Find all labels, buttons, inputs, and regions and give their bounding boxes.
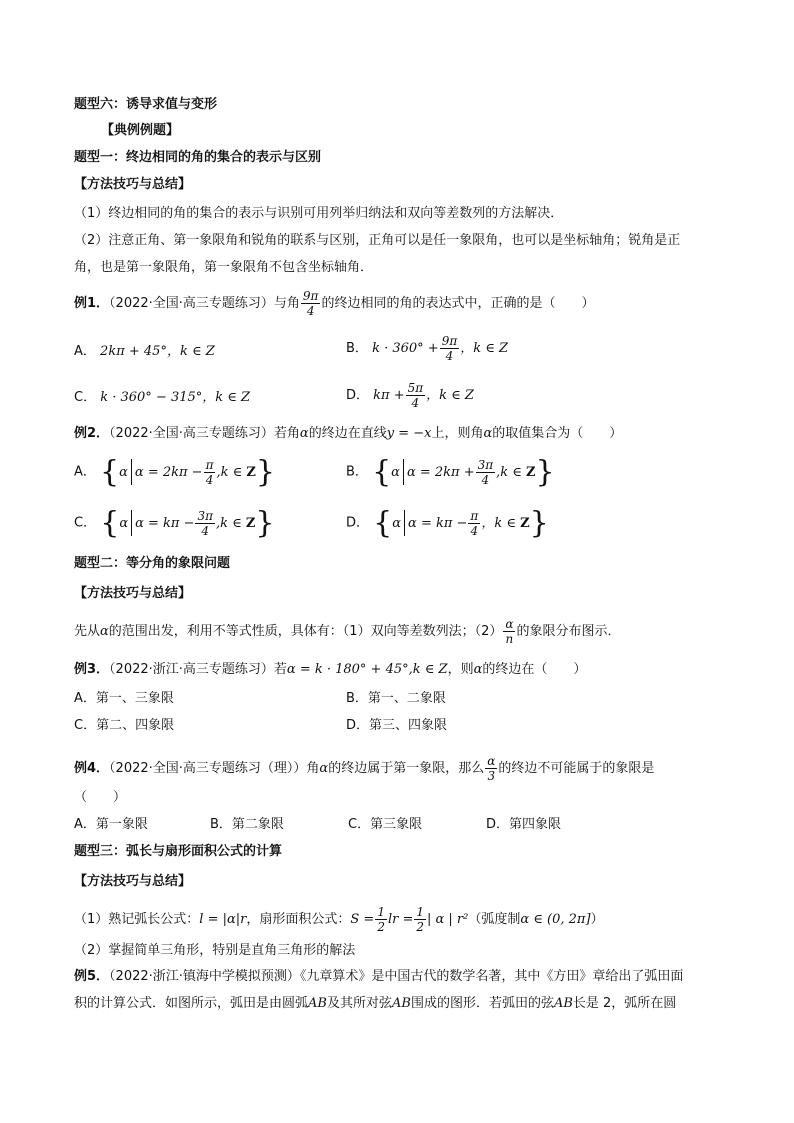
example-2-option-b[interactable] bbox=[346, 454, 555, 489]
method3-point2: （2）掌握简单三角形，特别是直角三角形的解法 bbox=[74, 943, 356, 958]
body-text: （弧度制 bbox=[468, 912, 521, 927]
stem-text: （2022·全国·高三专题练习）与角 bbox=[109, 296, 300, 311]
integer-set-symbol: Z bbox=[520, 515, 530, 531]
denominator: 4 bbox=[306, 304, 315, 318]
sector-area-formula: S = bbox=[350, 912, 375, 927]
option-letter: A． bbox=[74, 464, 96, 480]
example-number: 例5． bbox=[74, 969, 110, 984]
option-expression: 2kπ + 45°，k ∈ Z bbox=[100, 344, 215, 359]
option-expression: k · 360° − 315°，k ∈ Z bbox=[100, 390, 251, 405]
fraction bbox=[301, 289, 321, 318]
alpha-symbol: α bbox=[473, 662, 483, 677]
example-4-option-d[interactable]: D．第四象限 bbox=[486, 817, 562, 832]
chord-ab: AB bbox=[553, 996, 573, 1011]
example-1-option-c[interactable] bbox=[74, 389, 250, 407]
section-heading-2: 题型二：等分角的象限问题 bbox=[74, 556, 231, 571]
radian-range: α ∈ (0, 2π] bbox=[520, 912, 591, 927]
method1-point2-line1: （2）注意正角、第一象限角和锐角的联系与区别，正角可以是任一象限角，也可以是坐标轴角；锐角是正 bbox=[74, 233, 681, 248]
example-3-stem bbox=[74, 661, 586, 679]
set-condition: ,k ∈ bbox=[216, 515, 242, 531]
example-number: 例3． bbox=[74, 662, 110, 677]
option-letter: C． bbox=[74, 515, 97, 531]
section-heading-6: 题型六：诱导求值与变形 bbox=[74, 97, 218, 112]
example-4-option-a[interactable]: A．第一象限 bbox=[74, 817, 148, 832]
denominator: 4 bbox=[201, 523, 210, 538]
numerator: 1 bbox=[416, 905, 424, 919]
integer-set-symbol: Z bbox=[246, 464, 256, 480]
numerator: 9π bbox=[302, 289, 319, 303]
line-equation: y = −x bbox=[386, 426, 432, 441]
stem-text: 的终边属于第一象限，那么 bbox=[328, 761, 485, 776]
stem-text: （2022·全国·高三专题练习（理））角 bbox=[109, 761, 320, 776]
stem-text: 及其所对弦 bbox=[326, 996, 392, 1011]
set-expression: {α α = kπ − $\frac{\pi}{4}$ ，k ∈ Z} bbox=[373, 505, 549, 540]
typical-examples-heading: 【典例例题】 bbox=[101, 123, 180, 138]
method-heading-1: 【方法技巧与总结】 bbox=[74, 177, 192, 192]
sector-area-formula: | α | r² bbox=[427, 912, 469, 927]
denominator: 4 bbox=[470, 523, 479, 538]
example-5-line-1 bbox=[74, 968, 683, 986]
set-condition: ,k ∈ bbox=[496, 464, 522, 480]
stem-text: 的终边在（ ） bbox=[482, 662, 587, 677]
numerator: 9π bbox=[441, 334, 458, 348]
fraction bbox=[485, 754, 497, 783]
body-text: 的象限分布图示． bbox=[516, 624, 621, 639]
section-heading-1: 题型一：终边相同的角的集合的表示与区别 bbox=[74, 150, 322, 165]
example-4-option-b[interactable]: B．第二象限 bbox=[210, 817, 284, 832]
example-2-option-a[interactable] bbox=[74, 454, 275, 489]
alpha-symbol: α bbox=[119, 515, 129, 531]
example-number: 例2． bbox=[74, 426, 110, 441]
example-4-stem bbox=[74, 754, 654, 783]
method1-point1: （1）终边相同的角的集合的表示与识别可用列举归纳法和双向等差数列的方法解决． bbox=[74, 206, 564, 221]
stem-text: 积的计算公式．如图所示，弧田是由圆弧 bbox=[74, 996, 309, 1011]
set-condition: α = kπ − bbox=[408, 515, 468, 531]
denominator: 3 bbox=[487, 769, 496, 783]
example-1-stem bbox=[74, 289, 594, 318]
alpha-symbol: α bbox=[299, 426, 309, 441]
stem-text: （2022·浙江·镇海中学模拟预测）《九章算术》是中国古代的数学名著，其中《方田》章给出了弧田面 bbox=[109, 969, 684, 984]
denominator: n bbox=[505, 632, 514, 646]
denominator: 4 bbox=[205, 472, 214, 487]
example-3-option-b[interactable]: B．第一、二象限 bbox=[346, 691, 446, 706]
option-letter: A． bbox=[74, 344, 96, 359]
stem-text: 的取值集合为（ ） bbox=[492, 426, 623, 441]
stem-text: ，则 bbox=[447, 662, 474, 677]
method-heading-2: 【方法技巧与总结】 bbox=[74, 586, 192, 601]
stem-text: 上，则角 bbox=[431, 426, 484, 441]
numerator: π bbox=[470, 508, 479, 523]
example-2-option-d[interactable] bbox=[346, 505, 549, 540]
body-text: （1）熟记弧长公式： bbox=[74, 912, 200, 927]
arc-ab: AB bbox=[308, 996, 327, 1011]
stem-text: 的终边在直线 bbox=[308, 426, 387, 441]
set-condition: ,k ∈ bbox=[216, 464, 243, 480]
angle-expression: α = k · 180° + 45°,k ∈ Z bbox=[286, 662, 448, 677]
arc-length-formula: l = |α|r bbox=[199, 912, 247, 927]
denominator: 2 bbox=[377, 920, 385, 934]
method1-point2-line2: 角，也是第一象限角，第一象限角不包含坐标轴角． bbox=[74, 260, 374, 275]
example-5-line-2 bbox=[74, 995, 676, 1013]
alpha-symbol: α bbox=[319, 761, 329, 776]
denominator: 4 bbox=[411, 396, 420, 410]
example-1-option-d[interactable] bbox=[346, 381, 474, 410]
fraction bbox=[440, 334, 460, 363]
alpha-symbol: α bbox=[392, 515, 402, 531]
option-expression: ，k ∈ Z bbox=[426, 388, 474, 403]
stem-text: 的终边相同的角的表达式中，正确的是（ ） bbox=[321, 296, 595, 311]
body-text: ） bbox=[590, 912, 604, 927]
set-condition: α = 2kπ + bbox=[406, 464, 475, 480]
integer-set-symbol: Z bbox=[526, 464, 536, 480]
example-3-option-a[interactable]: A．第一、三象限 bbox=[74, 691, 174, 706]
method-heading-3: 【方法技巧与总结】 bbox=[74, 874, 192, 889]
example-4-option-c[interactable]: C．第三象限 bbox=[348, 817, 423, 832]
option-letter: D． bbox=[346, 388, 370, 403]
fraction bbox=[503, 617, 515, 646]
body-text: 的范围出发，利用不等式性质，具体有：（1）双向等差数列法；（2） bbox=[108, 624, 503, 639]
example-number: 例4． bbox=[74, 761, 110, 776]
denominator: 4 bbox=[445, 349, 454, 363]
alpha-symbol: α bbox=[119, 464, 128, 480]
stem-text: （2022·全国·高三专题练习）若角 bbox=[109, 426, 300, 441]
numerator: π bbox=[205, 457, 214, 472]
method3-point1 bbox=[74, 905, 604, 934]
alpha-symbol: α bbox=[483, 426, 493, 441]
numerator: α bbox=[505, 617, 514, 631]
denominator: 4 bbox=[481, 472, 490, 487]
example-3-option-d[interactable]: D．第三、四象限 bbox=[346, 718, 448, 733]
set-expression: {α α = 2kπ − $\frac{\pi}{4}$ ,k ∈ Z} bbox=[100, 454, 275, 489]
option-expression: kπ + bbox=[373, 388, 405, 403]
example-2-option-c[interactable] bbox=[74, 505, 275, 540]
fraction bbox=[406, 381, 426, 410]
set-expression: {α α = kπ − $\frac{3\pi}{4}$ ,k ∈ Z} bbox=[100, 505, 275, 540]
option-letter: B． bbox=[346, 464, 368, 480]
denominator: 2 bbox=[416, 920, 424, 934]
stem-text: （2022·浙江·高三专题练习）若 bbox=[109, 662, 287, 677]
body-text: ，扇形面积公式： bbox=[246, 912, 351, 927]
chord-ab: AB bbox=[391, 996, 411, 1011]
stem-text: 的终边不可能属于的象限是 bbox=[498, 761, 655, 776]
numerator: 5π bbox=[407, 381, 424, 395]
numerator: 3π bbox=[197, 508, 214, 523]
option-expression: k · 360° + bbox=[372, 341, 439, 356]
fraction bbox=[375, 905, 387, 934]
set-expression: {α α = 2kπ + $\frac{3\pi}{4}$ ,k ∈ Z} bbox=[372, 454, 555, 489]
numerator: 3π bbox=[477, 457, 494, 472]
example-2-stem bbox=[74, 425, 622, 443]
sector-area-formula: lr = bbox=[387, 912, 414, 927]
method2-text bbox=[74, 617, 620, 646]
example-3-option-c[interactable]: C．第二、四象限 bbox=[74, 718, 175, 733]
set-condition: α = kπ − bbox=[135, 515, 195, 531]
option-letter: B． bbox=[346, 341, 368, 356]
example-1-option-a[interactable] bbox=[74, 343, 215, 361]
section-heading-3: 题型三：弧长与扇形面积公式的计算 bbox=[74, 844, 283, 859]
stem-text: 长是 2，弧所在圆 bbox=[572, 996, 677, 1011]
fraction bbox=[414, 905, 426, 934]
stem-text: 围成的图形．若弧田的弦 bbox=[410, 996, 554, 1011]
body-text: 先从 bbox=[74, 624, 101, 639]
integer-set-symbol: Z bbox=[245, 515, 256, 531]
option-letter: C． bbox=[74, 390, 97, 405]
example-1-option-b[interactable] bbox=[346, 334, 508, 363]
option-letter: D． bbox=[346, 515, 370, 531]
option-expression: ，k ∈ Z bbox=[460, 341, 509, 356]
set-condition: α = 2kπ − bbox=[134, 464, 203, 480]
numerator: α bbox=[487, 754, 496, 768]
set-condition: ，k ∈ bbox=[481, 515, 516, 531]
alpha-symbol: α bbox=[100, 624, 109, 639]
alpha-symbol: α bbox=[391, 464, 400, 480]
numerator: 1 bbox=[377, 905, 385, 919]
example-number: 例1． bbox=[74, 296, 110, 311]
example-4-answer-paren: （ ） bbox=[74, 790, 127, 805]
